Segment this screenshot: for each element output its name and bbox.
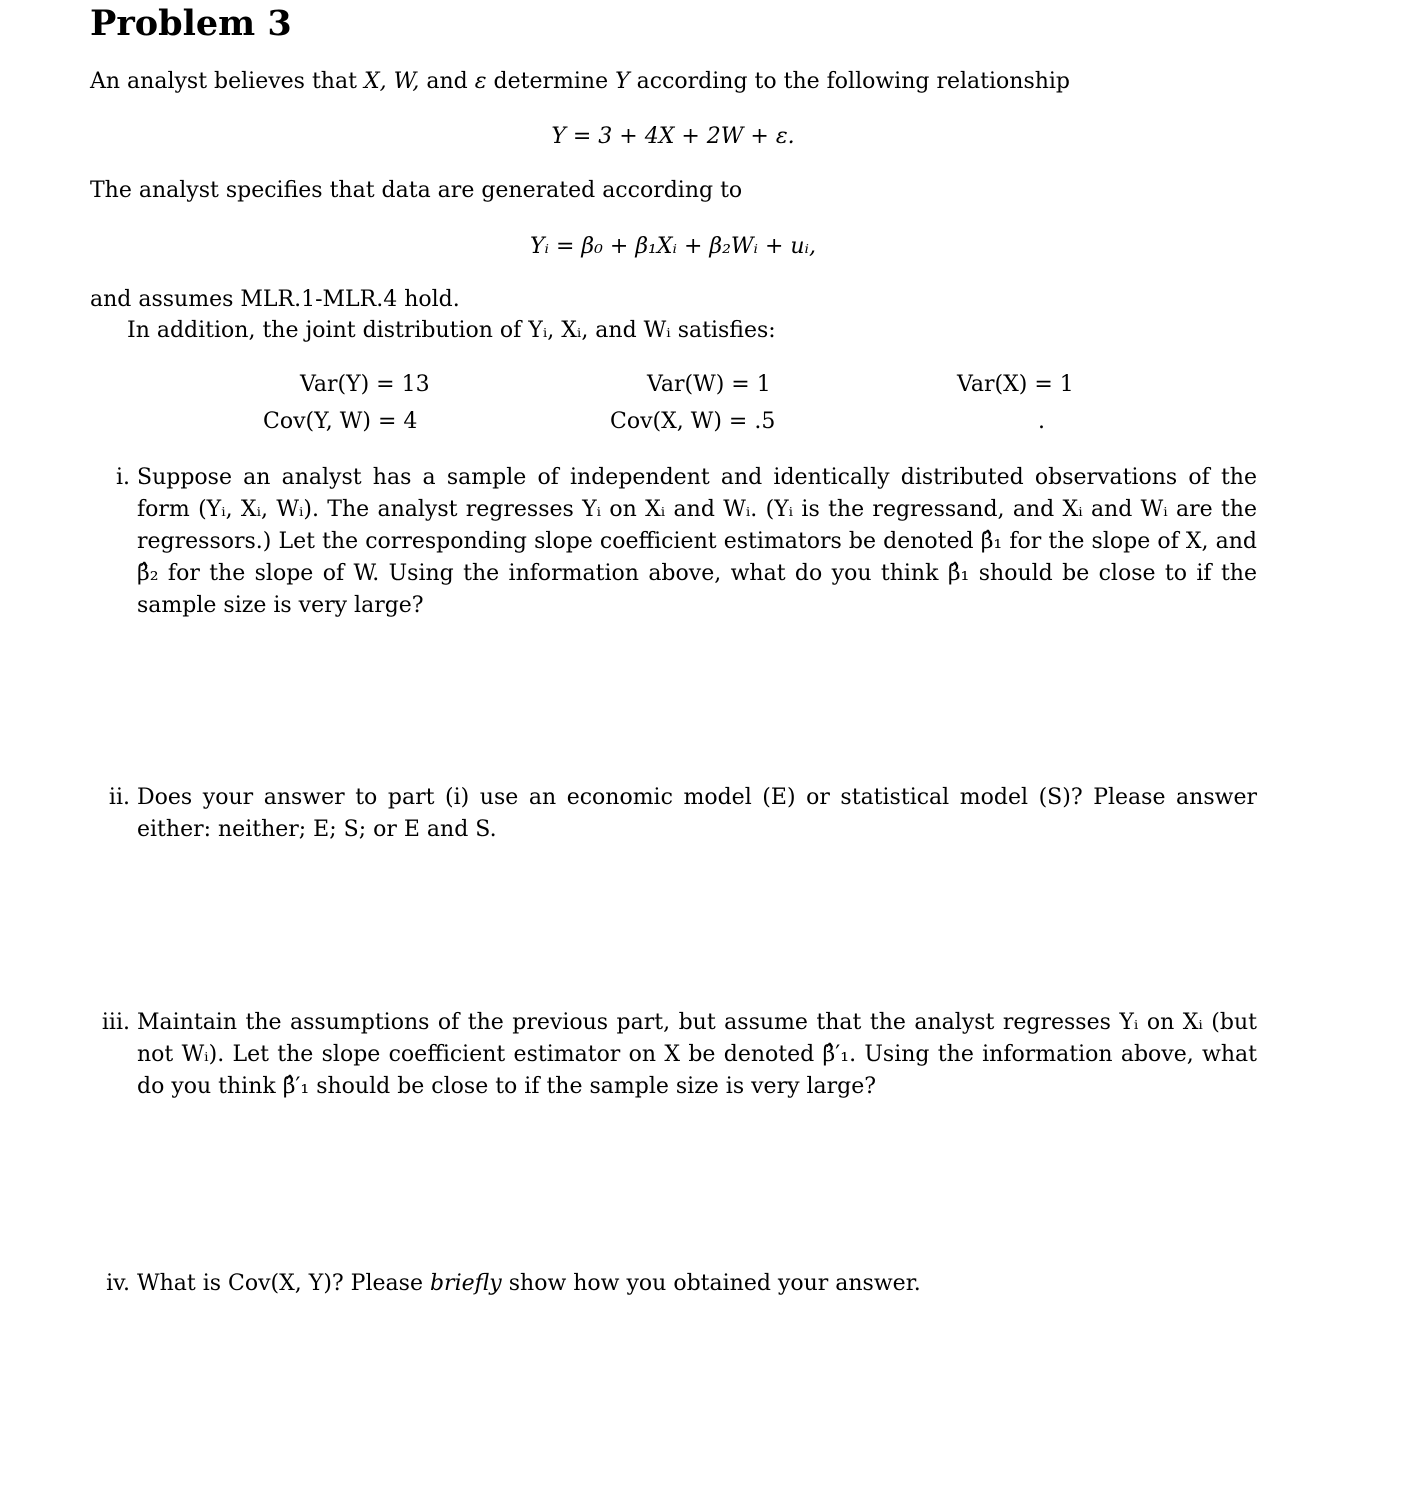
stat-var-w: Var(W) = 1 bbox=[647, 372, 771, 397]
question-iv-text bbox=[137, 1268, 1257, 1300]
intro-eps: ε bbox=[474, 69, 487, 94]
stat-cov-yw: Cov(Y, W) = 4 bbox=[263, 409, 418, 434]
intro-end: according to the following relationship bbox=[636, 69, 1071, 94]
problem-title: Problem 3 bbox=[90, 3, 292, 44]
stat-cov-xw: Cov(X, W) = .5 bbox=[610, 409, 776, 434]
joint-distribution-line: In addition, the joint distribution of Yᵢ, Xᵢ, and Wᵢ satisfies: bbox=[127, 318, 776, 343]
question-ii-number: ii. bbox=[108, 785, 130, 810]
question-iv-number: iv. bbox=[106, 1271, 130, 1296]
stat-var-y: Var(Y) = 13 bbox=[300, 372, 430, 397]
equation-structural: Y = 3 + 4X + 2W + ε. bbox=[551, 124, 795, 149]
question-i-number: i. bbox=[115, 465, 130, 490]
question-iv-prefix: What is Cov(X, Y)? Please bbox=[137, 1271, 423, 1296]
intro-y: Y bbox=[615, 69, 630, 94]
question-iv-suffix: show how you obtained your answer. bbox=[508, 1271, 921, 1296]
intro-line bbox=[90, 66, 1070, 98]
question-iii-text: Maintain the assumptions of the previous part, but assume that the analyst regresses Yᵢ on Xᵢ (but not Wᵢ). Let the slope coefficient estimator on X be denoted β̂′₁. Using the information above, what do you think β̂′₁ should be close to if the sample size is very large? bbox=[137, 1010, 1257, 1099]
stat-var-x: Var(X) = 1 bbox=[957, 372, 1074, 397]
intro-prefix: An analyst believes that bbox=[90, 69, 357, 94]
intro-and: and bbox=[426, 69, 468, 94]
equation-regression: Yᵢ = β₀ + β₁Xᵢ + β₂Wᵢ + uᵢ, bbox=[530, 234, 816, 259]
intro-vars: X, W, bbox=[363, 69, 420, 94]
assumes-line: and assumes MLR.1-MLR.4 hold. bbox=[90, 287, 460, 312]
question-iii-number: iii. bbox=[101, 1010, 130, 1035]
question-i-text: Suppose an analyst has a sample of independent and identically distributed observations of the form (Yᵢ, Xᵢ, Wᵢ). The analyst regresses Yᵢ on Xᵢ and Wᵢ. (Yᵢ is the regressand, and Xᵢ and Wᵢ are the regressors.) Let the corresponding slope coefficient estimators be denoted β̂₁ for the slope of X, and β̂₂ for the slope of W. Using the information above, what do you think β̂₁ should be close to if the sample size is very large? bbox=[137, 465, 1257, 618]
intro-determine: determine bbox=[493, 69, 609, 94]
question-iv-emphasis: briefly bbox=[429, 1271, 502, 1296]
stat-dot: . bbox=[1038, 409, 1045, 434]
question-ii-text: Does your answer to part (i) use an economic model (E) or statistical model (S)? Please answer either: neither; E; S; or E and S. bbox=[137, 785, 1257, 842]
spec-line: The analyst specifies that data are generated according to bbox=[90, 178, 743, 203]
